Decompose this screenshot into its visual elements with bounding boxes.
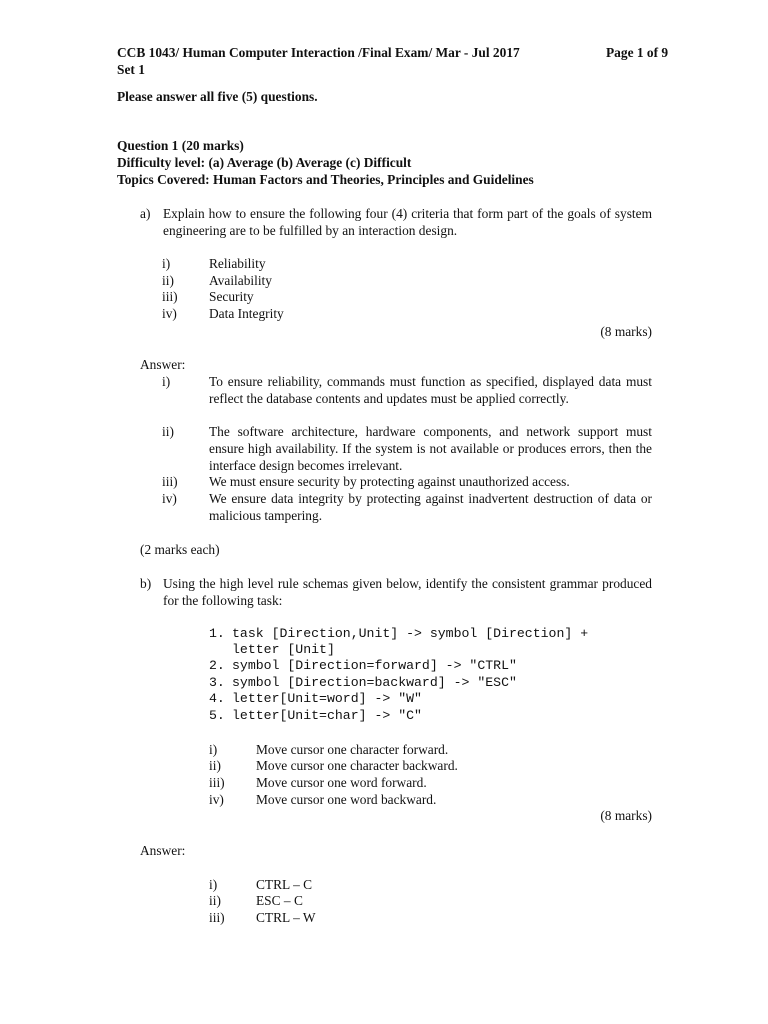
- list-item: [209, 892, 509, 909]
- difficulty-level: Difficulty level: (a) Average (b) Average (c) Difficult: [117, 155, 412, 170]
- answer-number: i): [209, 877, 218, 892]
- marks-label: (8 marks): [600, 808, 652, 823]
- list-item: [209, 757, 509, 774]
- rule-number: 1.: [209, 626, 225, 641]
- item-text: Data Integrity: [209, 306, 284, 321]
- topics-covered: Topics Covered: Human Factors and Theories, Principles and Guidelines: [117, 172, 534, 187]
- answer-text: To ensure reliability, commands must function as specified, displayed data must reflect the database contents and updates must be applied correctly.: [209, 374, 652, 406]
- list-item: [209, 909, 509, 926]
- question-title: Question 1 (20 marks): [117, 138, 244, 153]
- task-text: Move cursor one character backward.: [256, 758, 458, 773]
- answer-number: i): [162, 374, 171, 389]
- item-number: i): [162, 256, 171, 271]
- rule-number: 5.: [209, 708, 225, 723]
- task-number: i): [209, 742, 218, 757]
- answer-label: Answer:: [140, 357, 186, 372]
- item-number: iii): [162, 289, 178, 304]
- page-number: Page 1 of 9: [606, 45, 669, 60]
- answer-text: We ensure data integrity by protecting against inadvertent destruction of data or malicious tampering.: [209, 491, 652, 523]
- item-number: ii): [162, 273, 174, 288]
- part-b-question: Using the high level rule schemas given below, identify the consistent grammar produced for the following task:: [163, 576, 652, 608]
- part-a-label: a): [140, 206, 151, 221]
- answer-label: Answer:: [140, 843, 186, 858]
- answer-number: iv): [162, 491, 177, 506]
- task-number: iv): [209, 792, 224, 807]
- task-text: Move cursor one word forward.: [256, 775, 427, 790]
- task-number: ii): [209, 758, 221, 773]
- rule-text: letter[Unit=char] -> "C": [232, 708, 422, 723]
- list-item: [209, 741, 509, 758]
- answer-number: ii): [209, 893, 221, 908]
- rule-text: symbol [Direction=backward] -> "ESC": [232, 675, 517, 690]
- part-a-question: Explain how to ensure the following four (4) criteria that form part of the goals of system engineering are to be fulfilled by an interaction design.: [163, 206, 652, 238]
- instructions: Please answer all five (5) questions.: [117, 89, 318, 104]
- list-item: [162, 305, 462, 322]
- rule-number: 3.: [209, 675, 225, 690]
- rule-text: task [Direction,Unit] -> symbol [Direction] +: [232, 626, 589, 641]
- rule-number: 2.: [209, 658, 225, 673]
- set-label: Set 1: [117, 62, 145, 77]
- list-item: [209, 791, 509, 808]
- list-item: [162, 272, 462, 289]
- list-item: [162, 288, 462, 305]
- item-text: Reliability: [209, 256, 266, 271]
- answer-text: CTRL – C: [256, 877, 313, 892]
- list-item: [209, 876, 509, 893]
- answer-text: CTRL – W: [256, 910, 316, 925]
- answer-number: iii): [209, 910, 225, 925]
- answer-marks: (2 marks each): [140, 542, 220, 557]
- answer-number: iii): [162, 474, 178, 489]
- answer-text: We must ensure security by protecting against unauthorized access.: [209, 474, 570, 489]
- item-text: Security: [209, 289, 254, 304]
- answer-text: ESC – C: [256, 893, 303, 908]
- list-item: [209, 774, 509, 791]
- task-text: Move cursor one character forward.: [256, 742, 449, 757]
- answer-text: The software architecture, hardware components, and network support must ensure high availability. If the system is not available or produces errors, then the interface design becomes irrelevant.: [209, 424, 652, 473]
- rule-number: 4.: [209, 691, 225, 706]
- answer-number: ii): [162, 424, 174, 439]
- rule-text-continued: letter [Unit]: [232, 642, 335, 657]
- task-text: Move cursor one word backward.: [256, 792, 437, 807]
- part-b-label: b): [140, 576, 152, 591]
- item-number: iv): [162, 306, 177, 321]
- course-header: CCB 1043/ Human Computer Interaction /Final Exam/ Mar - Jul 2017: [117, 45, 520, 60]
- marks-label: (8 marks): [600, 324, 652, 339]
- item-text: Availability: [209, 273, 272, 288]
- rule-text: letter[Unit=word] -> "W": [232, 691, 422, 706]
- list-item: [162, 255, 462, 272]
- task-number: iii): [209, 775, 225, 790]
- rule-text: symbol [Direction=forward] -> "CTRL": [232, 658, 517, 673]
